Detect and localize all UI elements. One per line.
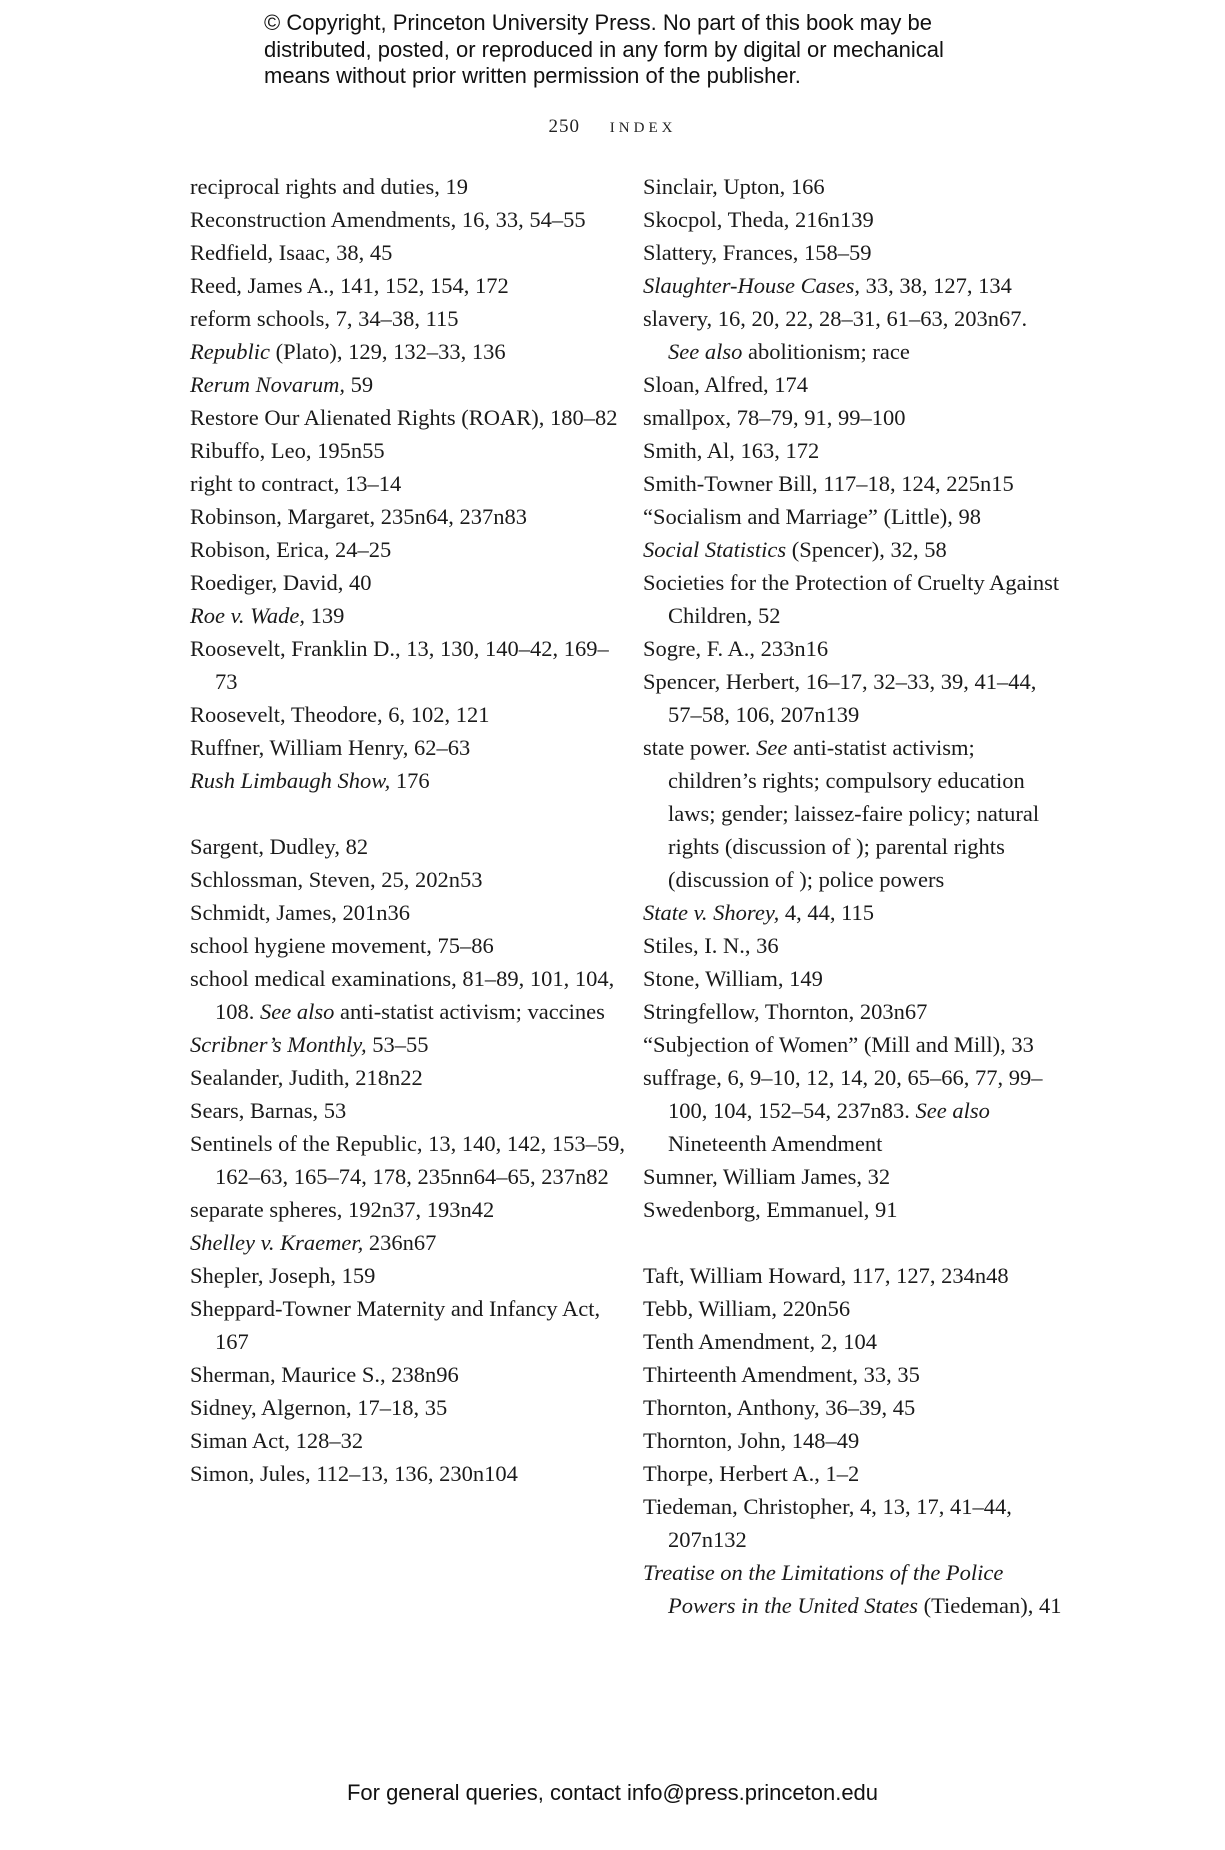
- text-segment: 59: [344, 372, 374, 397]
- index-entry: “Socialism and Marriage” (Little), 98: [643, 504, 982, 529]
- text-segment: slavery, 16, 20, 22, 28–31, 61–63, 203n67.: [643, 306, 1028, 331]
- index-entry: Societies for the Protection of Cruelty Against Children, 52: [643, 570, 1060, 628]
- italic-segment: State v. Shorey,: [643, 900, 780, 925]
- page-number: 250: [548, 116, 581, 137]
- copyright-notice: [264, 10, 1024, 90]
- index-entry: Stiles, I. N., 36: [643, 933, 779, 958]
- index-entry: Smith-Towner Bill, 117–18, 124, 225n15: [643, 471, 1014, 496]
- text-segment: 176: [390, 768, 430, 793]
- index-entry: Restore Our Alienated Rights (ROAR), 180–82: [190, 405, 618, 430]
- index-entry: [643, 533, 1063, 566]
- text-segment: (Tiedeman), 41: [917, 1593, 1062, 1618]
- text-segment: school medical examinations, 81–89, 101, 104, 108.: [190, 966, 615, 1024]
- text-segment: Nineteenth Amendment: [668, 1131, 883, 1156]
- index-entry: Skocpol, Theda, 216n139: [643, 207, 874, 232]
- index-entry: Ribuffo, Leo, 195n55: [190, 438, 385, 463]
- text-segment: state power.: [643, 735, 757, 760]
- text-segment: abolitionism; race: [742, 339, 910, 364]
- italic-segment: Shelley v. Kraemer,: [190, 1230, 364, 1255]
- text-segment: (Spencer), 32, 58: [786, 537, 947, 562]
- index-entry: Stone, William, 149: [643, 966, 823, 991]
- index-entry: [190, 764, 630, 797]
- index-entry: [643, 269, 1063, 302]
- index-entry: Thornton, Anthony, 36–39, 45: [643, 1395, 916, 1420]
- index-entry: [190, 368, 630, 401]
- index-entry: Stringfellow, Thornton, 203n67: [643, 999, 928, 1024]
- index-entry: [190, 1226, 630, 1259]
- copyright-line: © Copyright, Princeton University Press. No part of this book may be: [264, 10, 932, 35]
- index-entry: Taft, William Howard, 117, 127, 234n48: [643, 1263, 1009, 1288]
- footer-contact: For general queries, contact info@press.princeton.edu: [346, 1780, 879, 1805]
- index-entry: Smith, Al, 163, 172: [643, 438, 820, 463]
- index-entry: [643, 731, 1063, 896]
- index-entry: Sealander, Judith, 218n22: [190, 1065, 423, 1090]
- italic-segment: Social Statistics: [643, 537, 787, 562]
- italic-segment: See also: [260, 999, 335, 1024]
- index-entry: Sloan, Alfred, 174: [643, 372, 808, 397]
- copyright-line: distributed, posted, or reproduced in any form by digital or mechanical: [264, 36, 944, 62]
- index-entry: Siman Act, 128–32: [190, 1428, 364, 1453]
- index-entry: Roediger, David, 40: [190, 570, 372, 595]
- index-entry: reform schools, 7, 34–38, 115: [190, 306, 459, 331]
- italic-segment: Slaughter-House Cases,: [643, 273, 861, 298]
- index-entry: Tenth Amendment, 2, 104: [643, 1329, 878, 1354]
- text-segment: 139: [304, 603, 345, 628]
- italic-segment: See also: [668, 339, 743, 364]
- index-entry: Spencer, Herbert, 16–17, 32–33, 39, 41–44, 57–58, 106, 207n139: [643, 669, 1037, 727]
- index-entry: Sumner, William James, 32: [643, 1164, 891, 1189]
- index-entry: Robinson, Margaret, 235n64, 237n83: [190, 504, 528, 529]
- index-entry: Ruffner, William Henry, 62–63: [190, 735, 471, 760]
- index-entry: Reconstruction Amendments, 16, 33, 54–55: [190, 207, 586, 232]
- text-segment: suffrage, 6, 9–10, 12, 14, 20, 65–66, 77, 99–100, 104, 152–54, 237n83.: [643, 1065, 1043, 1123]
- index-entry: Sargent, Dudley, 82: [190, 834, 369, 859]
- page-title: index: [609, 112, 677, 137]
- text-segment: anti-statist activism; vaccines: [334, 999, 605, 1024]
- index-entry: [643, 1061, 1063, 1160]
- index-entry: Simon, Jules, 112–13, 136, 230n104: [190, 1461, 518, 1486]
- running-head: [0, 112, 1225, 138]
- index-entry: Swedenborg, Emmanuel, 91: [643, 1197, 898, 1222]
- index-entry: Robison, Erica, 24–25: [190, 537, 392, 562]
- italic-segment: See: [756, 735, 788, 760]
- index-entry: Sidney, Algernon, 17–18, 35: [190, 1395, 448, 1420]
- index-entry: Sentinels of the Republic, 13, 140, 142, 153–59, 162–63, 165–74, 178, 235nn64–65, 237n82: [190, 1131, 625, 1189]
- italic-segment: Rerum Novarum,: [190, 372, 345, 397]
- index-entry: Sogre, F. A., 233n16: [643, 636, 829, 661]
- italic-segment: Rush Limbaugh Show,: [190, 768, 391, 793]
- text-segment: anti-statist activism; children’s rights; compulsory education laws; gender; laissez-faire policy; natural rights (discussion of ); parental rights (discussion of ); police powers: [668, 735, 1040, 892]
- index-entry: smallpox, 78–79, 91, 99–100: [643, 405, 906, 430]
- index-entry: [643, 1556, 1063, 1622]
- italic-segment: See also: [915, 1098, 990, 1123]
- index-entry: separate spheres, 192n37, 193n42: [190, 1197, 495, 1222]
- index-entry: school hygiene movement, 75–86: [190, 933, 494, 958]
- index-entry: Tiedeman, Christopher, 4, 13, 17, 41–44, 207n132: [643, 1494, 1012, 1552]
- index-entry: reciprocal rights and duties, 19: [190, 174, 469, 199]
- index-entry: Sinclair, Upton, 166: [643, 174, 825, 199]
- index-entry: Schlossman, Steven, 25, 202n53: [190, 867, 483, 892]
- index-entry: [643, 302, 1063, 368]
- index-column-right: [643, 170, 1063, 1622]
- index-entry: Sears, Barnas, 53: [190, 1098, 347, 1123]
- copyright-line: means without prior written permission of the publisher.: [264, 63, 801, 88]
- index-entry: Sherman, Maurice S., 238n96: [190, 1362, 459, 1387]
- index-entry: [190, 962, 630, 1028]
- index-entry: [190, 1028, 630, 1061]
- index-entry: [643, 896, 1063, 929]
- index-entry: [190, 335, 630, 368]
- index-entry: right to contract, 13–14: [190, 471, 402, 496]
- text-segment: 4, 44, 115: [779, 900, 875, 925]
- italic-segment: Roe v. Wade,: [190, 603, 305, 628]
- index-entry: Sheppard-Towner Maternity and Infancy Act, 167: [190, 1296, 601, 1354]
- index-entry: Thorpe, Herbert A., 1–2: [643, 1461, 860, 1486]
- index-entry: “Subjection of Women” (Mill and Mill), 33: [643, 1032, 1034, 1057]
- index-entry: Roosevelt, Theodore, 6, 102, 121: [190, 702, 490, 727]
- index-entry: Slattery, Frances, 158–59: [643, 240, 872, 265]
- text-segment: (Plato), 129, 132–33, 136: [269, 339, 506, 364]
- text-segment: 53–55: [366, 1032, 429, 1057]
- italic-segment: Scribner’s Monthly,: [190, 1032, 367, 1057]
- index-entry: Tebb, William, 220n56: [643, 1296, 851, 1321]
- index-entry: Thirteenth Amendment, 33, 35: [643, 1362, 920, 1387]
- text-segment: 33, 38, 127, 134: [860, 273, 1012, 298]
- index-entry: Reed, James A., 141, 152, 154, 172: [190, 273, 509, 298]
- index-entry: Schmidt, James, 201n36: [190, 900, 410, 925]
- index-column-left: [190, 170, 630, 1490]
- text-segment: 236n67: [363, 1230, 437, 1255]
- index-entry: Roosevelt, Franklin D., 13, 130, 140–42, 169–73: [190, 636, 609, 694]
- index-entry: Shepler, Joseph, 159: [190, 1263, 376, 1288]
- italic-segment: Republic: [190, 339, 270, 364]
- italic-segment: Treatise on the Limitations of the Police Powers in the United States: [643, 1560, 1004, 1618]
- index-entry: Thornton, John, 148–49: [643, 1428, 860, 1453]
- index-entry: Redfield, Isaac, 38, 45: [190, 240, 393, 265]
- index-entry: [190, 599, 630, 632]
